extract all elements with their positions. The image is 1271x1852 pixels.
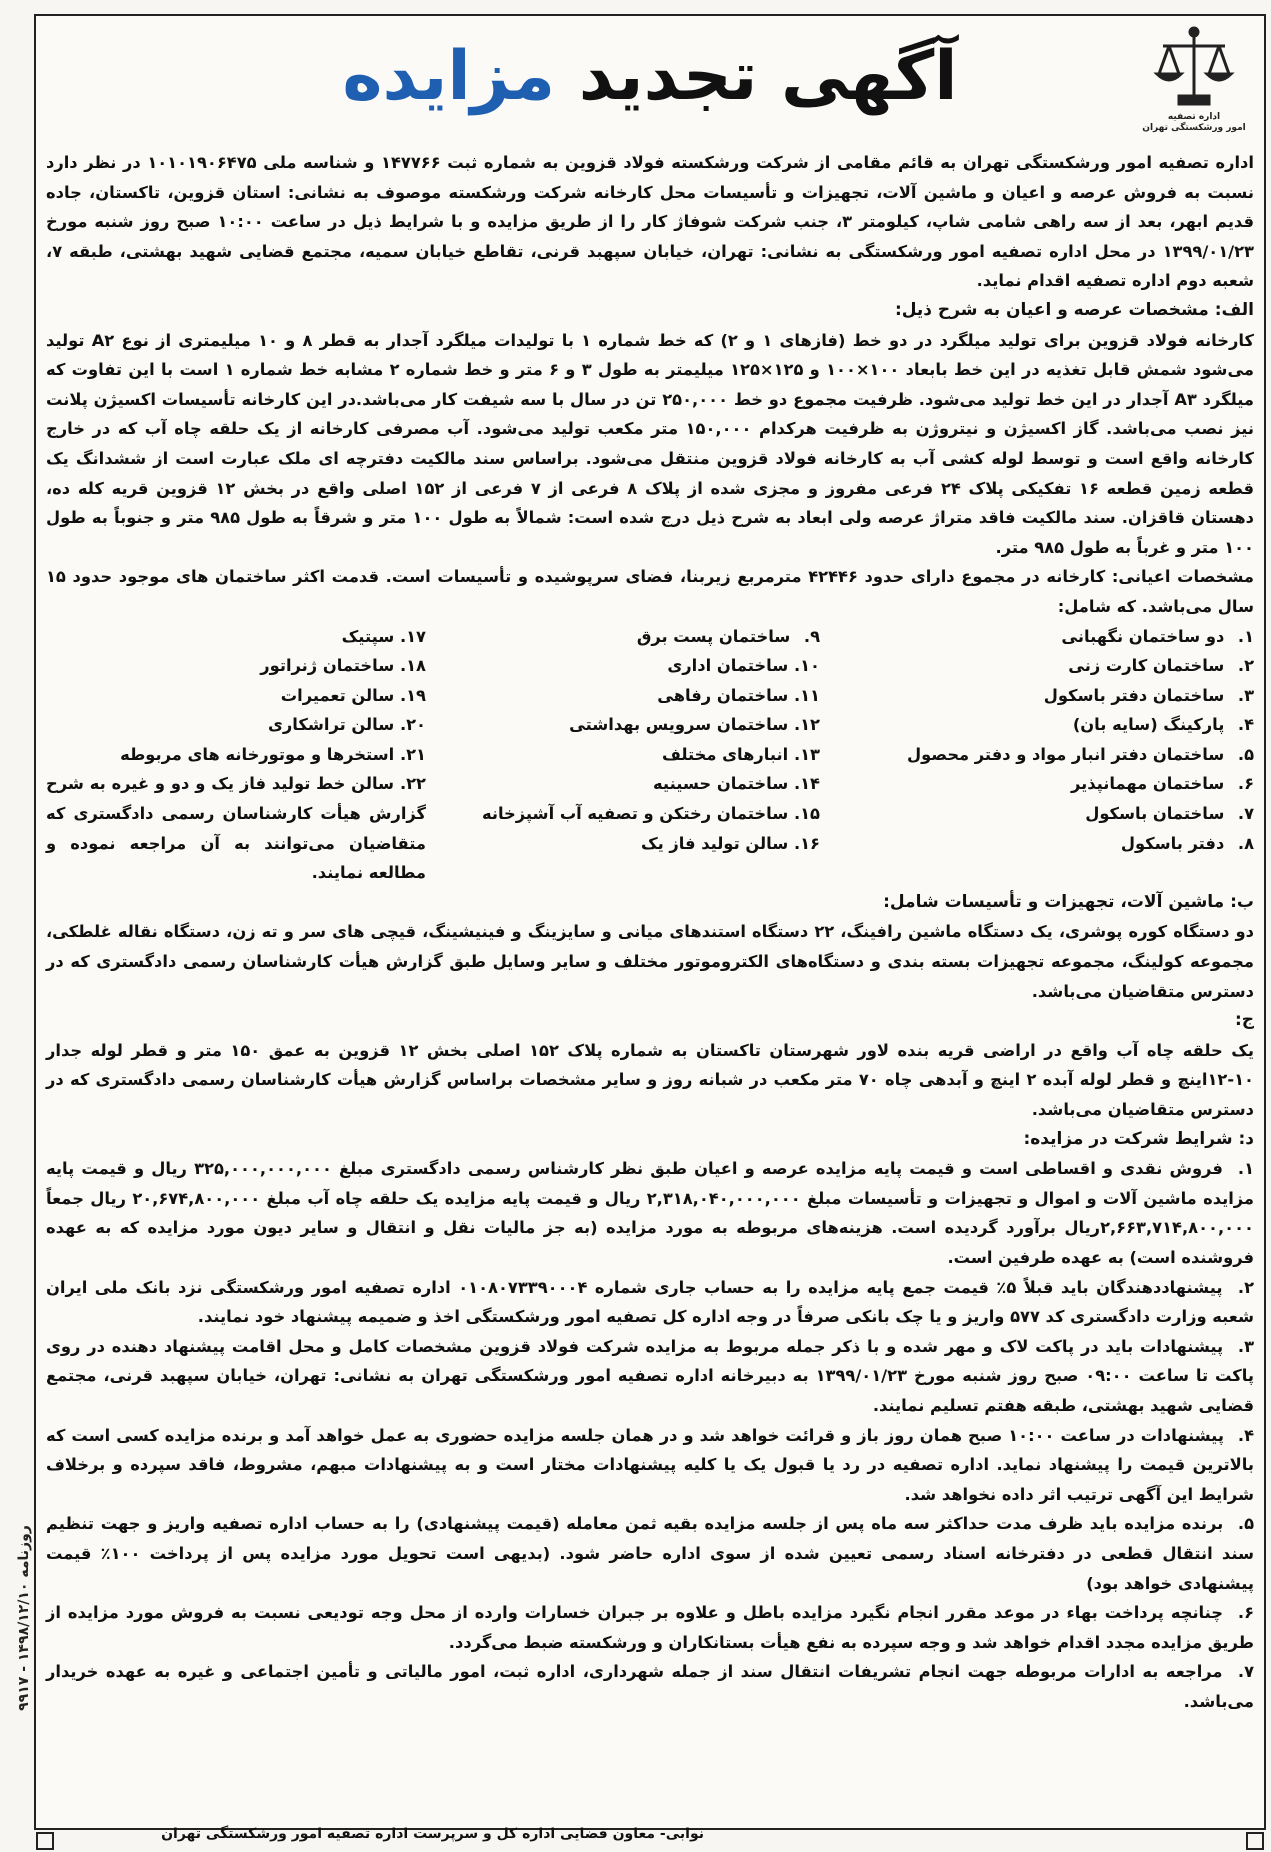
list-item: ۱۹. سالن تعمیرات	[280, 685, 426, 705]
title-part1: آگهی تجدید	[578, 37, 958, 116]
section-a-heading: الف: مشخصات عرصه و اعیان به شرح ذیل:	[894, 299, 1254, 320]
list-item: ۱۱. ساختمان رفاهی	[657, 685, 820, 705]
list-item: ۹. ساختمان پست برق	[636, 626, 820, 646]
scales-of-justice-icon	[1149, 22, 1239, 112]
condition-item: ۳. پیشنهادات باید در پاکت لاک و مهر شده و با ذکر جمله مربوط به مزایده شرکت فولاد قزوین مشخصات کامل و محل اقامت پیشنهاد دهنده در روی پاکت تا ساعت ۰۹:۰۰ صبح روز شنبه مورخ ۱۳۹۹/۰۱/۲۳ به دبیرخانه اداره تصفیه امور ورشکستگی تهران به نشانی: تهران، خیابان سپهبد قرنی، مجتمع قضایی شهید بهشتی، طبقه هفتم تسلیم نمایند.	[46, 1336, 1255, 1415]
section-b-paragraph: دو دستگاه کوره پوشری، یک دستگاه ماشین رافینگ، ۲۲ دستگاه استندهای میانی و سایزینگ و فینیشینگ، قیچی های سر و ته زن، دستگاه نقاله غلطکی، مجموعه کولینگ، مجموعه تجهیزات بسته بندی و دستگاه‌های الکتروموتور مختلف و سایر وسایل طبق گزارش هیأت کارشناسان رسمی دادگستری که در دسترس متقاضیان می‌باشد.	[46, 922, 1254, 1001]
condition-item: ۵. برنده مزایده باید ظرف مدت حداکثر سه ماه پس از جلسه مزایده بقیه ثمن معامله (قیمت پیشنهادی) را به حساب اداره تصفیه واریز و جهت تنظیم سند انتقال قطعی در دفترخانه اسناد رسمی تعیین شده از سوی اداره حاضر شود. (بدیهی است تحویل مورد مزایده پس از پرداخت ۱۰۰٪ قیمت پیشنهادی خواهد بود)	[46, 1514, 1254, 1593]
footer-square-icon	[36, 1832, 54, 1850]
emblem-text-line1: اداره تصفیه	[1167, 112, 1221, 122]
list-item: ۱۲. ساختمان سرویس بهداشتی	[569, 715, 820, 735]
emblem-text-line2: امور ورشکستگی تهران	[1142, 123, 1246, 133]
section-c-paragraph: یک حلقه چاه آب واقع در اراضی قریه بنده لاور شهرستان تاکستان به شماره پلاک ۱۵۲ اصلی بخش ۱۲ قزوین به عمق ۱۵۰ متر و قطر لوله جدار ۱۰-۱۲اینچ و قطر لوله آبده ۲ اینچ و آبدهی چاه ۷۰ متر مکعب در شبانه روز و سایر مشخصات براساس گزارش هیأت کارشناسان رسمی دادگستری که در دسترس متقاضیان می‌باشد.	[46, 1040, 1254, 1119]
list-item: ۸. دفتر باسکول	[1120, 833, 1254, 853]
condition-item: ۴. پیشنهادات در ساعت ۱۰:۰۰ صبح همان روز باز و قرائت خواهد شد و در همان جلسه مزایده حضوری به عمل خواهد آمد و برنده مزایده کسی است که بالاترین قیمت را پیشنهاد نماید. اداره تصفیه در رد یا قبول یک یا کلیه پیشنهادات مختار است و به پیشنهادات مبهم، مشروط، فاقد سپرده و برخلاف شرایط این آگهی ترتیب اثر داده نخواهد شد.	[46, 1425, 1254, 1504]
list-item: ۱۸. ساختمان ژنراتور	[260, 656, 426, 676]
list-item: ۵. ساختمان دفتر انبار مواد و دفتر محصول	[906, 744, 1254, 764]
section-a-paragraph: کارخانه فولاد قزوین برای تولید میلگرد در دو خط (فازهای ۱ و ۲) که خط شماره ۱ با تولیدات میلگرد آجدار به قطر ۸ و ۱۰ میلیمتری از نوع A۲ تولید می‌شود شمش قابل تغذیه در این خط بابعاد ۱۰۰×۱۰۰ و ۱۲۵×۱۲۵ میلیمتر به طول ۳ و ۶ متر و خط شماره ۲ مشابه خط شماره ۱ است با این تفاوت که میلگرد A۳ آجدار در این خط تولید می‌شود. ظرفیت مجموع دو خط ۲۵۰,۰۰۰ تن در سال با سه شیفت کار می‌باشد.در این کارخانه تأسیسات اکسیژن پلانت نیز نصب می‌باشد. گاز اکسیژن و نیتروژن به ظرفیت هرکدام ۱۵۰,۰۰۰ متر مکعب تولید می‌شود. آب مصرفی کارخانه از یک حلقه چاه آب که در خارج کارخانه واقع است و توسط لوله کشی آب به کارخانه فولاد قزوین منتقل می‌شود. براساس سند مالکیت دفترچه ای ملک عبارت است از ششدانگ یک قطعه زمین قطعه ۱۶ تفکیکی پلاک ۲۴ فرعی مفروز و مجزی شده از پلاک ۸ فرعی از ۷ فرعی از ۱۵۲ اصلی واقع در بخش ۱۲ قزوین قریه کله ده، دهستان قاقزان. سند مالکیت فاقد متراژ عرصه ولی ابعاد به شرح ذیل درج شده است: شمالاً به طول ۱۰۰ متر و شرقاً به طول ۹۸۵ متر و جنوباً به طول ۱۰۰ متر و غرباً به طول ۹۸۵ متر.	[46, 330, 1255, 557]
section-d-heading: د: شرایط شرکت در مزایده:	[1023, 1128, 1254, 1149]
footer-signature: نوابی- معاون قضایی اداره کل و سرپرست اداره تصفیه امور ورشکستگی تهران	[161, 1826, 704, 1842]
list-item: ۱۰. ساختمان اداری	[667, 656, 820, 676]
list-item: ۲۰. سالن تراشکاری	[267, 715, 426, 735]
condition-item: ۱. فروش نقدی و اقساطی است و قیمت پایه مزایده عرصه و اعیان طبق نظر کارشناس رسمی دادگستری مبلغ ۳۲۵,۰۰۰,۰۰۰,۰۰۰ ریال و قیمت پایه مزایده ماشین آلات و اموال و تجهیزات و تأسیسات مبلغ ۲,۳۱۸,۰۴۰,۰۰۰,۰۰۰ ریال و قیمت پایه مزایده یک حلقه چاه آب مبلغ ۲۰,۶۷۴,۸۰۰,۰۰۰ ریال جمعاً ۲,۶۶۳,۷۱۴,۸۰۰,۰۰۰ریال برآورد گردیده است. هزینه‌های مربوطه به مورد مزایده (به جز مالیات نقل و انتقال و سایر دیون مورد مزایده که به عهده فروشنده است) به عهده طرفین است.	[46, 1159, 1254, 1267]
notice-body	[46, 148, 1254, 1716]
side-newspaper-text: روزنامه ۱۴۹۸/۱۲/۱۰ - ۹۹۱۷	[16, 1525, 32, 1711]
aayani-paragraph	[46, 562, 1254, 621]
list-item: ۱۵. ساختمان رختکن و تصفیه آب آشپزخانه	[481, 804, 820, 824]
condition-item: ۲. پیشنهاددهندگان باید قبلاً ۵٪ قیمت جمع پایه مزایده را به حساب جاری شماره ۰۱۰۸۰۷۳۳۹۰۰۰۴ اداره تصفیه امور ورشکستگی نزد بانک ملی ایران شعبه وزارت دادگستری کد ۵۷۷ واریز و یا چک بانکی صرفاً در وجه اداره کل تصفیه امور ورشکستگی اخذ و ضمیمه پیشنهاد خود نمایند.	[46, 1277, 1254, 1327]
footer-square-icon	[1246, 1832, 1264, 1850]
condition-item: ۷. مراجعه به ادارات مربوطه جهت انجام تشریفات انتقال سند از جمله شهرداری، اداره ثبت، امور مالیاتی و تأمین اجتماعی و غیره به عهده خریدار می‌باشد.	[46, 1662, 1255, 1711]
emblem	[1134, 22, 1254, 142]
list-item: ۲۲. سالن خط تولید فاز یک و دو و غیره به شرح گزارش هیأت کارشناسان رسمی دادگستری که متقاضیان می‌توانند به آن مراجعه نموده و مطالعه نمایند.	[46, 774, 426, 883]
list-item: ۱. دو ساختمان نگهبانی	[1061, 626, 1254, 646]
list-item: ۱۷. سپتیک	[341, 626, 426, 646]
title-part2: مزایده	[342, 37, 556, 116]
condition-item: ۶. چنانچه پرداخت بهاء در موعد مقرر انجام نگیرد مزایده باطل و علاوه بر جبران خسارات وارده از محل وجه تودیعی نسبت به فروش مورد مزایده از طریق مزایده مجدد اقدام خواهد شد و وجه سپرده به نفع هیأت بستانکاران و ورشکسته ضبط می‌گردد.	[46, 1603, 1254, 1652]
aayani-text: کارخانه در مجموع دارای حدود ۴۲۴۴۶ مترمربع زیربنا، فضای سرپوشیده و تأسیسات است. قدمت اکثر ساختمان های موجود حدود ۱۵ سال می‌باشد. که شامل:	[46, 567, 1254, 616]
list-item: ۶. ساختمان مهمانپذیر	[1070, 774, 1254, 794]
side-strip	[8, 1440, 34, 1820]
intro-paragraph: اداره تصفیه امور ورشکستگی تهران به قائم مقامی از شرکت ورشکسته فولاد قزوین به شماره ثبت ۱۴۷۷۶۶ و شناسه ملی ۱۰۱۰۱۹۰۶۴۷۵ در نظر دارد نسبت به فروش عرصه و اعیان و ماشین آلات، تجهیزات و تأسیسات محل کارخانه شرکت ورشکسته موصوف به نشانی: استان قزوین، تاکستان، جاده قدیم ابهر، بعد از سه راهی شامی شاپ، کیلومتر ۳، جنب شرکت شوفاژ کار را از طریق مزایده و با شرایط ذیل در ساعت ۱۰:۰۰ صبح روز شنبه مورخ ۱۳۹۹/۰۱/۲۳ در محل اداره تصفیه امور ورشکستگی به نشانی: تهران، خیابان سپهبد قرنی، تقاطع خیابان سمیه، مجتمع قضایی شهید بهشتی، طبقه ۷، شعبه دوم اداره تصفیه اقدام نماید.	[46, 153, 1254, 291]
list-item: ۳. ساختمان دفتر باسکول	[1043, 685, 1254, 705]
section-c-heading: ج:	[1234, 1010, 1254, 1031]
notice-header	[36, 16, 1264, 144]
list-item: ۱۶. سالن تولید فاز یک	[640, 833, 820, 853]
section-b-heading: ب: ماشین آلات، تجهیزات و تأسیسات شامل:	[883, 891, 1254, 912]
page-title	[236, 22, 1064, 132]
aayani-label: مشخصات اعیانی:	[1111, 567, 1254, 587]
buildings-col-1	[854, 622, 1254, 888]
list-item: ۷. ساختمان باسکول	[1085, 804, 1254, 824]
buildings-col-3	[46, 622, 426, 888]
buildings-list	[46, 622, 1254, 888]
list-item: ۱۳. انبارهای مختلف	[661, 744, 820, 764]
footer	[36, 1826, 1264, 1852]
list-item: ۲۱. استخرها و موتورخانه های مربوطه	[120, 744, 426, 764]
buildings-col-2	[460, 622, 820, 888]
list-item: ۴. پارکینگ (سایه بان)	[1072, 715, 1254, 735]
list-item: ۲. ساختمان کارت زنی	[1068, 656, 1254, 676]
list-item: ۱۴. ساختمان حسینیه	[653, 774, 820, 794]
